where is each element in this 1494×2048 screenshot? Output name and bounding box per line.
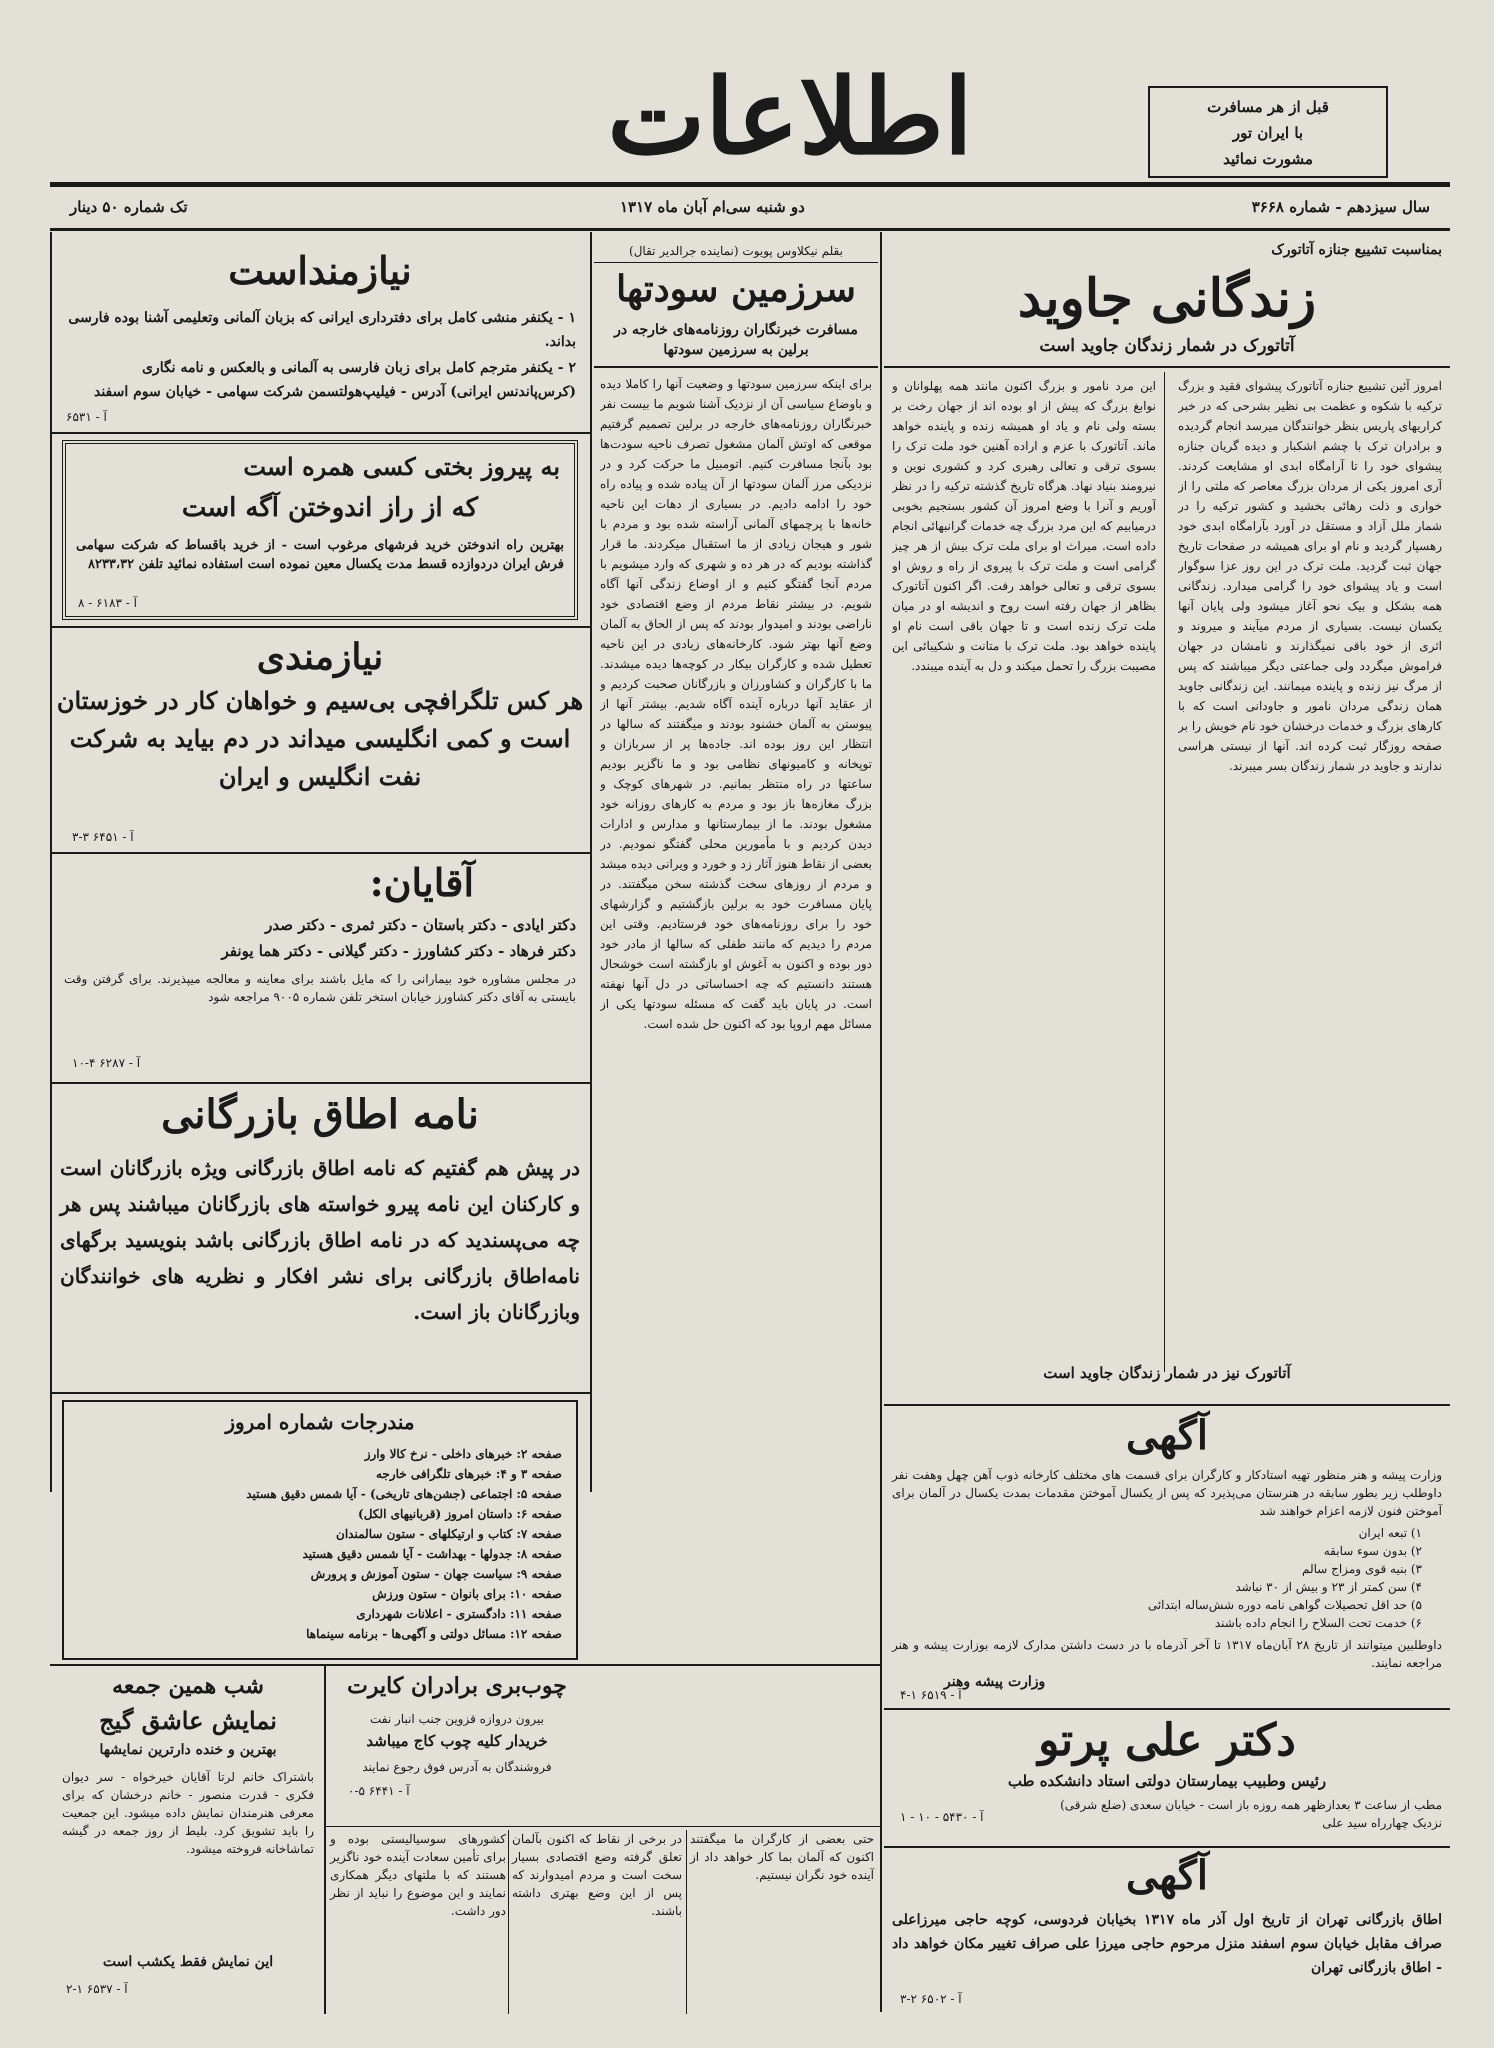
article-closing: آتاتورک نیز در شمار زندگان جاوید است bbox=[1043, 1364, 1291, 1382]
newspaper-title: اطلاعات bbox=[607, 55, 973, 178]
ataturk-bottom-rule bbox=[884, 1404, 1450, 1406]
wanted-ad-headline: نیازمنداست bbox=[228, 248, 412, 293]
doctors-ad-body: در مجلس مشاوره خود بیمارانی را که مایل باشند برای معاینه و معالجه میپذیرند. برای گرفتن وقت بایستی به آقای دکتر کشاورز خیابان استخر تلفن شماره ۹۰۰۵ مراجعه شود bbox=[64, 972, 576, 1004]
wood-bottom-rule bbox=[326, 1826, 880, 1827]
wood-ad-line1: بیرون دروازه قزوین جنب انبار نفت bbox=[370, 1712, 544, 1726]
column-divider-mid bbox=[590, 232, 592, 1492]
telegraph-ad-code: آ - ۶۴۵۱ ۳-۳ bbox=[72, 830, 134, 844]
article-kicker: بمناسبت تشییع جنازه آتاتورک bbox=[1271, 242, 1442, 258]
contents-row: صفحه ۵: اجتماعی (جشن‌های تاریخی) - آیا شمس دقیق هستید bbox=[246, 1487, 562, 1501]
doctors-bottom-rule bbox=[50, 1082, 590, 1084]
doctors-ad-headline: آقایان: bbox=[369, 860, 474, 905]
doctor-title: رئیس وطبیب بیمارستان دولتی استاد دانشکده طب bbox=[1007, 1772, 1327, 1790]
condition-item: ۴) سن کمتر از ۲۳ و بیش از ۳۰ نباشد bbox=[1235, 1580, 1422, 1594]
doctors-ad-names1: دکتر ایادی - دکتر باستان - دکتر ثمری - دکتر صدر bbox=[265, 916, 576, 934]
contents-row: صفحه ۱۰: برای بانوان - ستون ورزش bbox=[372, 1587, 562, 1601]
contents-row: صفحه ۳ و ۴: خبرهای تلگرافی خارجه bbox=[375, 1467, 562, 1481]
ministry-ad-signature: وزارت پیشه وهنر bbox=[944, 1674, 1046, 1690]
contents-box bbox=[62, 1400, 578, 1660]
theatre-divider bbox=[324, 1666, 326, 2014]
wanted-ad-line2: ۲ - یکنفر مترجم کامل برای زبان فارسی به آلمانی و بالعکس و نامه نگاری (کرس‌پاندنس ایرانی) آدرس - فیلیپ‌هولتسمن شرکت سهامی - خیابان سوم اسفند bbox=[93, 360, 576, 400]
doctor-ad-code: آ - ۵۴۳۰ - ۱۰ - ۱ bbox=[900, 1810, 984, 1824]
ministry-ad-code: آ - ۶۵۱۹ ۱-۴ bbox=[900, 1688, 962, 1702]
ministry-ad-body: وزارت پیشه و هنر منظور تهیه استادکار و کارگران برای قسمت های مختلف کارخانه ذوب آهن چهل وهفت نفر داوطلب زیر بطور سابقه در هنرستان می‌پذیرد که پس از یکسال آموختن مقدمات بمدت یکسال در آلمان برای آموختن فنون لازمه اعزام خواهند شد bbox=[892, 1468, 1442, 1518]
article-headline: زندگانی جاوید bbox=[1017, 268, 1317, 329]
ministry-ad bbox=[884, 1410, 1450, 1706]
telegraph-ad bbox=[56, 632, 584, 848]
ministry-ad-conditions bbox=[902, 1524, 1422, 1632]
ministry-bottom-rule bbox=[884, 1708, 1450, 1710]
travel-notice-box bbox=[1148, 86, 1388, 178]
travel-notice: قبل از هر مسافرت با ایران تور مشورت نمائید bbox=[1207, 98, 1329, 168]
carpet-bottom-rule bbox=[50, 626, 590, 628]
doctor-address: مطب از ساعت ۳ بعدازظهر همه روزه باز است - خیابان سعدی (ضلع شرقی) نزدیک چهارراه سید علی bbox=[1060, 1798, 1442, 1830]
article-body-left: این مرد نامور و بزرگ اکنون مانند همه پهلوانان و نوابغ بزرگ که پیش از او بوده اند از جهان رخت بر بسته ولی نام و یاد او همیشه زنده و پاینده خواهد ماند. آتاتورک با عزم و اراده آهنین خود ملت ترک را بسوی ترقی و تعالی رهبری کرد و کشوری نوین و نیرومند بنیاد نهاد. هرگاه تاریخ گذشته ترکیه را در نظر آوریم و آنرا با وضع امروز آن کشور بسنجیم بخوبی درمیابیم که این مرد بزرگ چه خدمات گرانبهائی انجام داده است. میراث او برای ملت ترک بیش از هر چیز گرامی است و ملت ترک با پیروی از راه و روش او بسوی ترقی و تعالی خواهد رفت. اگر اکنون آتاتورک بظاهر از جهان رفته است روح و اندیشه او در میان ملت ترک زنده است و تا جهان باقی است نام او پاینده خواهد بود. ملت ترک با متانت و شکیبائی این مصیبت بزرگ را تحمل میکند و دل به آینده میبندد. bbox=[892, 379, 1156, 673]
wood-ad-headline: چوب‌بری برادران کایرت bbox=[347, 1673, 567, 1699]
doctors-ad-code: آ - ۶۲۸۷ ۴-۱۰ bbox=[72, 1056, 141, 1070]
ministry-ad-title: آگهی bbox=[1126, 1412, 1208, 1459]
relocation-ad bbox=[884, 1850, 1450, 2014]
telegraph-ad-body: هر کس تلگرافچی بی‌سیم و خواهان کار در خوزستان است و کمی انگلیسی میداند در دم بیاید به شرکت نفت انگلیس و ایران bbox=[56, 686, 584, 791]
sudeten-body: برای اینکه سرزمین سودتها و وضعیت آنها را کاملا دیده و باوضاع سیاسی آن از نزدیک آشنا شویم ما بیست نفر خبرنگاران روزنامه‌های خارجه در برلین تصمیم گرفتیم موقعی که اوتش آلمان مشغول تصرف ناحیه سودت‌ها بود بآنجا مسافرت کنیم. اتومبیل ما حرکت کرد و در نزدیکی مرز آلمان سودتها از آن پیاده شده و پیاده راه خود را ادامه دادیم. در بسیاری از دهات این ناحیه خانه‌ها با پرچمهای آلمانی آراسته شده بود و مردم با شور و هیجان زیادی از ما استقبال میکردند. ما قرار گذاشته بودیم که در هر ده و شهری که وارد میشویم با مردم آنجا گفتگو کنیم و از اوضاع زندگی آنها آگاه شویم. در بیشتر نقاط مردم از وضع اقتصادی خود ناراضی بودند و امیدوار بودند که پس از الحاق به آلمان وضع آنها بهتر شود. کارخانه‌های زیادی در این ناحیه تعطیل شده و کارگران بیکار در کوچه‌ها دیده میشدند. ما با کارگران و کشاورزان و بازرگانان صحبت کردیم و از عقاید آنها درباره آینده آگاه شدیم. بیشتر آنها از پیوستن به آلمان خشنود بودند و میگفتند که سالها در انتظار این روز بوده اند. جاده‌ها پر از سربازان و توپخانه و کامیونهای نظامی بود و ما ناگزیر بودیم ساعتها در راه منتظر بمانیم. در شهرهای کوچک و بزرگ مغازه‌ها باز بود و مردم به کارهای روزانه خود مشغول بودند. ما از بیمارستانها و مدارس و ادارات دیدن کردیم و با مأمورین محلی گفتگو نمودیم. در بعضی از نقاط هنوز آثار زد و خورد و ویرانی دیده میشد و مردم از روزهای سخت گذشته سخن میگفتند. در پایان مسافرت خود به برلین بازگشتیم و گزارشهای خود را برای روزنامه‌های خود فرستادیم. وقتی این مردم را دیدیم که مانند طفلی که سالها از مادر خود دور بوده و اکنون به آغوش او بازگشته است خوشحال هستند دانستیم که چه احساساتی در دل آنها نهفته است. در پایان باید گفت که مسئله سودتها یکی از مسائل مهم اروپا بود که اکنون حل شده است. bbox=[600, 377, 872, 1031]
contents-row: صفحه ۶: داستان امروز (قربانیهای الکل) bbox=[358, 1507, 562, 1521]
strip-col-3: کشورهای سوسیالیستی بوده و برای تأمین سعادت آینده خود ناگزیر هستند که با ملتهای دیگر همکاری نمایند و این موضوع را نباید از نظر دور داشت. bbox=[330, 1832, 506, 1918]
carpet-ad-verse2: که از راز اندوختن آگه است bbox=[181, 493, 478, 523]
condition-item: ۱) تبعه ایران bbox=[1358, 1526, 1422, 1540]
condition-item: ۶) خدمت تحت السلاح را انجام داده باشند bbox=[1214, 1616, 1422, 1630]
wanted-ad-line1: ۱ - یکنفر منشی کامل برای دفترداری ایرانی که بزبان آلمانی وتعلیمی آشنا بوده فارسی بداند. bbox=[68, 310, 576, 350]
condition-item: ۵) حد اقل تحصیلات گواهی نامه دوره شش‌ساله ابتدائی bbox=[1147, 1598, 1422, 1612]
ministry-ad-footer: داوطلبین میتوانند از تاریخ ۲۸ آبان‌ماه ۱۳۱۷ تا آخر آذرماه با در دست داشتن مدارک لازمه بوزارت پیشه و هنر مراجعه نمایند. bbox=[892, 1638, 1442, 1670]
sudeten-head-rule bbox=[594, 366, 878, 368]
wanted-ad-code: آ - ۶۵۳۱ bbox=[66, 410, 107, 424]
dateline-rule bbox=[50, 228, 1450, 231]
contents-row: صفحه ۲: خبرهای داخلی - نرخ کالا وارز bbox=[364, 1447, 562, 1461]
byline-rule bbox=[594, 262, 878, 263]
telegraph-bottom-rule bbox=[50, 852, 590, 854]
strip-divider-a bbox=[508, 1830, 509, 2014]
theatre-tag: بهترین و خنده دارترین نمایشها bbox=[99, 1742, 277, 1758]
column-divider-right bbox=[880, 232, 882, 2012]
theatre-body: باشتراک خانم لرتا آقایان خیرخواه - سر دیوان فکری - قدرت منصور - خانم درخشان که برای معرفی هنرمندان نمایش داده میشود. این جمعیت را باید تشویق کرد. بلیط از روز جمعه در گیشه تماشاخانه فروخته میشود. bbox=[62, 1770, 314, 1856]
commerce-article bbox=[56, 1088, 584, 1388]
wood-ad-code: آ - ۶۴۴۱ ۵-۰ bbox=[348, 1784, 410, 1798]
doctors-ad bbox=[56, 858, 584, 1080]
article-subhead: آتاتورک در شمار زندگان جاوید است bbox=[1039, 336, 1295, 356]
issue-date: دو شنبه سی‌ام آبان ماه ۱۳۱۷ bbox=[620, 198, 805, 216]
theatre-code: آ - ۶۵۳۷ ۱-۲ bbox=[66, 1982, 128, 1996]
carpet-ad-verse1: به پیروز بختی کسی همره است bbox=[243, 452, 560, 481]
carpet-ad-body: بهترین راه اندوختن خرید فرشهای مرغوب است - از خرید باقساط که شرکت سهامی فرش ایران دردوازده قسط مدت یکسال معین نموده است استفاده نمائید تلفن ۸۲۳۳،۳۲ bbox=[76, 538, 564, 572]
contents-row: صفحه ۱۱: دادگستری - اعلانات شهرداری bbox=[356, 1607, 562, 1621]
strip-col-2: در برخی از نقاط که اکنون بآلمان تعلق گرفته وضع اقتصادی بسیار سخت است و مردم امیدوارند که پس از این وضع بهتری داشته باشند. bbox=[512, 1832, 682, 1918]
contents-list bbox=[78, 1444, 562, 1644]
condition-item: ۳) بنیه قوی ومزاج سالم bbox=[1301, 1562, 1422, 1576]
ataturk-article bbox=[884, 236, 1450, 1406]
article-head-rule bbox=[884, 366, 1450, 368]
masthead-rule bbox=[50, 182, 1450, 187]
wood-ad bbox=[328, 1670, 586, 1824]
doctor-parto-ad bbox=[884, 1712, 1450, 1844]
doctors-ad-names2: دکتر فرهاد - دکتر کشاورز - دکتر گیلانی - دکتر هما یونفر bbox=[221, 942, 576, 960]
left-column-edge bbox=[50, 232, 52, 1492]
commerce-headline: نامه اطاق بازرگانی bbox=[161, 1091, 479, 1138]
commerce-body: در پیش هم گفتیم که نامه اطاق بازرگانی ویژه بازرگانان است و کارکنان این نامه پیرو خواسته های بازرگانان میباشند پس هر چه می‌پسندید که در نامه اطاق بازرگانی باشد بنویسید برگهای نامه‌اطاق بازرگانی برای نشر افکار و نظریه های خوانندگان وبازرگانان باز است. bbox=[60, 1156, 580, 1324]
dateline bbox=[60, 190, 1440, 224]
sudeten-byline: بقلم نیکلاوس پویوت (نماینده جرالدیر تقال) bbox=[629, 244, 843, 258]
sudeten-article bbox=[594, 236, 878, 1490]
wood-ad-line2: خریدار کلیه چوب کاج میباشد bbox=[366, 1732, 548, 1750]
article-body-right: امروز آئین تشییع جنازه آتاتورک پیشوای فقید و بزرگ ترکیه با شکوه و عظمت بی نظیر بشرحی که در خبر کراریهای پاریس بنظر خوانندگان میرسد انجام گردیده و برادران ترک با چشم اشکبار و دیده گریان جنازه پیشوای خود را تا آرامگاه ابدی او مشایعت کردند. آری امروز یکی از مردان بزرگ معاصر که ملتی را از خواری و ذلت رهائی بخشید و کشور ترکیه را در شمار ملل آزاد و مستقل در آورد بآرامگاه ابدی خود رهسپار گردید و نام او برای همیشه در صفحات تاریخ جهان ثبت گردید. ملت ترک در این روز عزا سوگوار است و یاد پیشوای خود را گرامی میدارد. زندگانی همه بشکل و بیک نحو آغاز میشود ولی پایان آنها یکسان نیست. بسیاری از مردم میآیند و میروند و اثری از خود باقی نمیگذارند و نامشان در جهان فراموش میگردد ولی جماعتی دیگر میباشند که پس از مرگ نیز زنده و پاینده میمانند. این زندگانی جاوید همان زندگی مردان نامور و جاودانی است که با کارهای بزرگ و خدمات درخشان خود نام خویش را بر صفحه روزگار ثبت کرده اند. آنها از نیستی هراسی ندارند و جاوید در شمار زندگان بسر میبرند. bbox=[1178, 379, 1442, 773]
wood-ad-line3: فروشندگان به آدرس فوق رجوع نمایند bbox=[362, 1760, 552, 1774]
contents-row: صفحه ۹: سیاست جهان - ستون آموزش و پرورش bbox=[310, 1567, 562, 1581]
carpet-ad-code: آ - ۶۱۸۳ - ۸ bbox=[78, 596, 137, 610]
relocation-title: آگهی bbox=[1126, 1852, 1208, 1899]
strip-divider-b bbox=[686, 1830, 687, 2014]
theatre-footer: این نمایش فقط یکشب است bbox=[102, 1954, 274, 1970]
theatre-ad bbox=[56, 1670, 320, 2014]
wanted-ad-1 bbox=[56, 236, 584, 432]
doctor-bottom-rule bbox=[884, 1846, 1450, 1848]
contents-row: صفحه ۱۲: مسائل دولتی و آگهی‌ها - برنامه سینماها bbox=[306, 1627, 562, 1641]
theatre-subtitle: نمایش عاشق گیج bbox=[99, 1706, 277, 1735]
contents-row: صفحه ۸: جدولها - بهداشت - آیا شمس دقیق هستید bbox=[302, 1547, 562, 1561]
contents-row: صفحه ۷: کتاب و ارتیکلهای - ستون سالمندان bbox=[336, 1527, 562, 1541]
contents-title: مندرجات شماره امروز bbox=[225, 1410, 415, 1434]
issue-number: سال سیزدهم - شماره ۳۶۶۸ bbox=[1251, 198, 1430, 216]
article-inner-divider bbox=[1164, 372, 1165, 1372]
commerce-bottom-rule bbox=[50, 1392, 590, 1394]
sudeten-headline: سرزمین سودتها bbox=[616, 268, 856, 310]
relocation-code: آ - ۶۵۰۲ ۲-۳ bbox=[900, 1992, 962, 2006]
relocation-body: اطاق بازرگانی تهران از تاریخ اول آذر ماه ۱۳۱۷ بخیابان فردوسی، کوچه حاجی میرزاعلی صراف مقابل خیابان سوم اسفند منزل مرحوم حاجی میرزا علی صراف تغییر مکان خواهد داد - اطاق بازرگانی تهران bbox=[892, 1912, 1443, 1976]
doctor-name: دکتر علی پرتو bbox=[1038, 1715, 1296, 1766]
bottom-strip-rule bbox=[50, 1664, 880, 1666]
condition-item: ۲) بدون سوء سابقه bbox=[1323, 1544, 1422, 1558]
wanted-bottom-rule bbox=[50, 432, 590, 434]
strip-col-1: حتی بعضی از کارگران ما میگفتند اکنون که آلمان بما کار خواهد داد از آینده خود نگران نیستیم. bbox=[690, 1832, 874, 1882]
masthead bbox=[50, 55, 1450, 180]
telegraph-ad-headline: نیازمندی bbox=[256, 636, 384, 678]
theatre-title: شب همین جمعه bbox=[112, 1673, 264, 1699]
issue-price: تک شماره ۵۰ دینار bbox=[70, 198, 188, 216]
sudeten-subhead: مسافرت خبرنگاران روزنامه‌های خارجه در برلین به سرزمین سودتها bbox=[614, 322, 858, 358]
carpet-ad bbox=[62, 440, 578, 620]
